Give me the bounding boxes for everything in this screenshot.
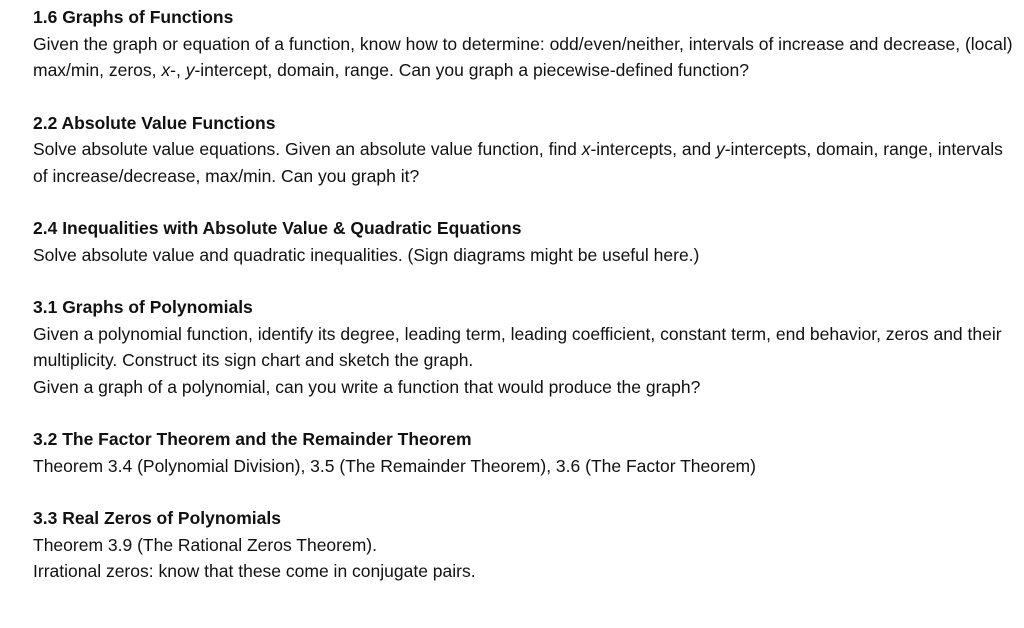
section-text: Theorem 3.4 (Polynomial Division), 3.5 (The Remainder Theorem), 3.6 (The Factor Theorem)	[33, 455, 756, 476]
section-inequalities	[33, 215, 1013, 268]
section-text: Given the graph or equation of a function, know how to determine: odd/even/neither, intervals of increase and decrease, (local) max/min, zeros, x-, y-intercept, domain, range. Can you graph a piecewise-defined function?	[33, 33, 1013, 80]
section-text: Given a polynomial function, identify its degree, leading term, leading coefficient, constant term, end behavior, zeros and their multiplicity. Construct its sign chart and sketch the graph.	[33, 323, 1002, 370]
section-text: Theorem 3.9 (The Rational Zeros Theorem).	[33, 534, 377, 555]
section-heading: 3.2 The Factor Theorem and the Remainder Theorem	[33, 429, 472, 449]
section-text: Solve absolute value and quadratic inequalities. (Sign diagrams might be useful here.)	[33, 244, 700, 265]
section-absolute-value-functions	[33, 110, 1013, 190]
document-body	[33, 4, 1013, 585]
section-heading: 2.4 Inequalities with Absolute Value & Quadratic Equations	[33, 218, 522, 238]
section-heading: 1.6 Graphs of Functions	[33, 7, 234, 27]
section-heading: 3.1 Graphs of Polynomials	[33, 297, 253, 317]
section-factor-remainder-theorem	[33, 426, 1013, 479]
section-text: Given a graph of a polynomial, can you write a function that would produce the graph?	[33, 376, 701, 397]
section-text: Irrational zeros: know that these come in conjugate pairs.	[33, 561, 476, 581]
section-heading: 3.3 Real Zeros of Polynomials	[33, 508, 281, 528]
section-heading: 2.2 Absolute Value Functions	[33, 112, 276, 133]
section-graphs-of-polynomials	[33, 294, 1013, 400]
section-real-zeros	[33, 505, 1013, 585]
section-graphs-of-functions	[33, 4, 1013, 84]
section-text: Solve absolute value equations. Given an absolute value function, find x-intercepts, and y-intercepts, domain, range, intervals of increase/decrease, max/min. Can you graph it?	[33, 139, 1003, 186]
